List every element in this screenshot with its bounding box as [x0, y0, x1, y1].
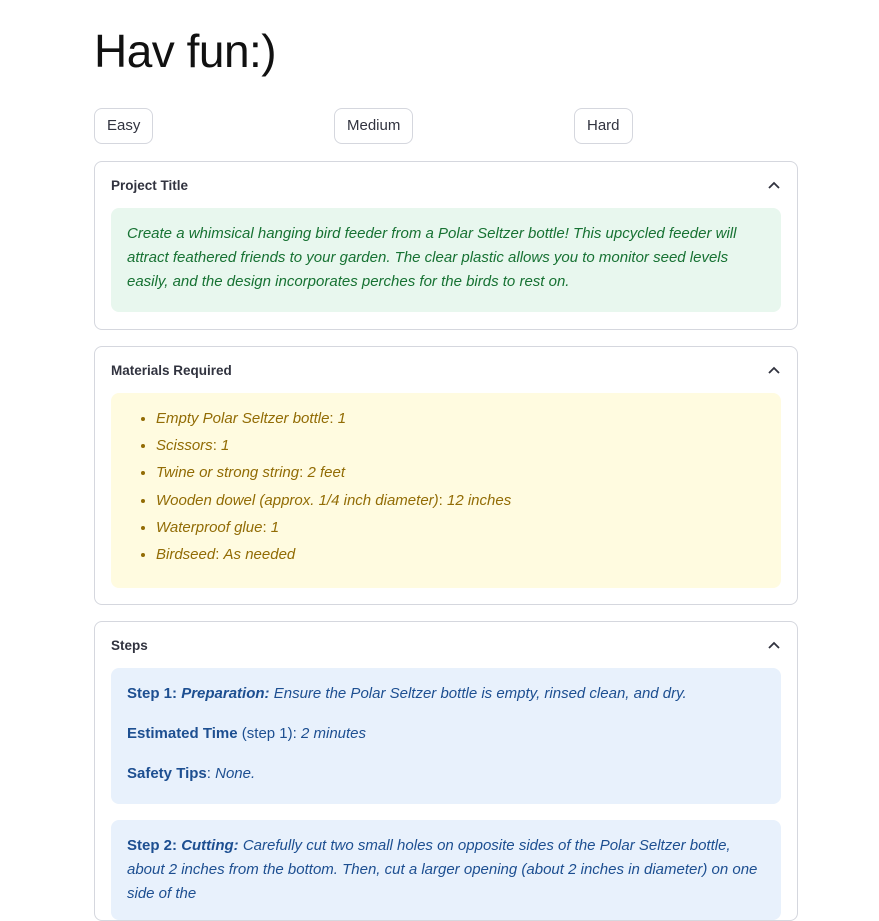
steps-header-label: Steps [111, 637, 148, 653]
materials-list [127, 405, 765, 568]
chevron-up-icon [767, 178, 781, 192]
step-1-description: Step 1: Preparation: Ensure the Polar Seltzer bottle is empty, rinsed clean, and dry. [127, 685, 687, 702]
list-item: • Empty Polar Seltzer bottle: 1 [156, 405, 765, 432]
list-item: • Birdseed: As needed [156, 541, 765, 568]
project-title-header-label: Project Title [111, 177, 189, 193]
list-item: • Scissors: 1 [156, 432, 765, 459]
page-title: Hav fun:) [94, 25, 277, 77]
step-1-panel [111, 668, 781, 804]
materials-panel [111, 393, 781, 588]
list-item: • Twine or strong string: 2 feet [156, 459, 765, 486]
list-item: • Waterproof glue: 1 [156, 514, 765, 541]
step-1-safety: Safety Tips: None. [127, 765, 256, 782]
project-title-expander [94, 161, 798, 330]
step-2-panel [111, 820, 781, 920]
list-item: • Wooden dowel (approx. 1/4 inch diameter): 12 inches [156, 487, 765, 514]
materials-expander [94, 346, 798, 605]
project-description-panel [111, 208, 781, 312]
step-1-time: Estimated Time (step 1): 2 minutes [127, 725, 367, 742]
materials-expander-header[interactable] [95, 347, 797, 393]
materials-header-label: Materials Required [111, 362, 232, 378]
chevron-up-icon [767, 363, 781, 377]
steps-expander [94, 621, 798, 921]
hard-button[interactable]: Hard [574, 108, 633, 144]
steps-expander-header[interactable] [95, 622, 797, 668]
project-title-expander-header[interactable] [95, 162, 797, 208]
medium-button[interactable]: Medium [334, 108, 413, 144]
project-description: Create a whimsical hanging bird feeder from a Polar Seltzer bottle! This upcycled feeder will attract feathered friends to your garden. The clear plastic allows you to monitor seed levels easily, and the design incorporates perches for the birds to rest on. [127, 225, 737, 290]
chevron-up-icon [767, 638, 781, 652]
step-2-description: Step 2: Cutting: Carefully cut two small holes on opposite sides of the Polar Seltzer bottle, about 2 inches from the bottom. Then, cut a larger opening (about 2 inches in diameter) on one side of the [127, 837, 758, 902]
easy-button[interactable]: Easy [94, 108, 153, 144]
